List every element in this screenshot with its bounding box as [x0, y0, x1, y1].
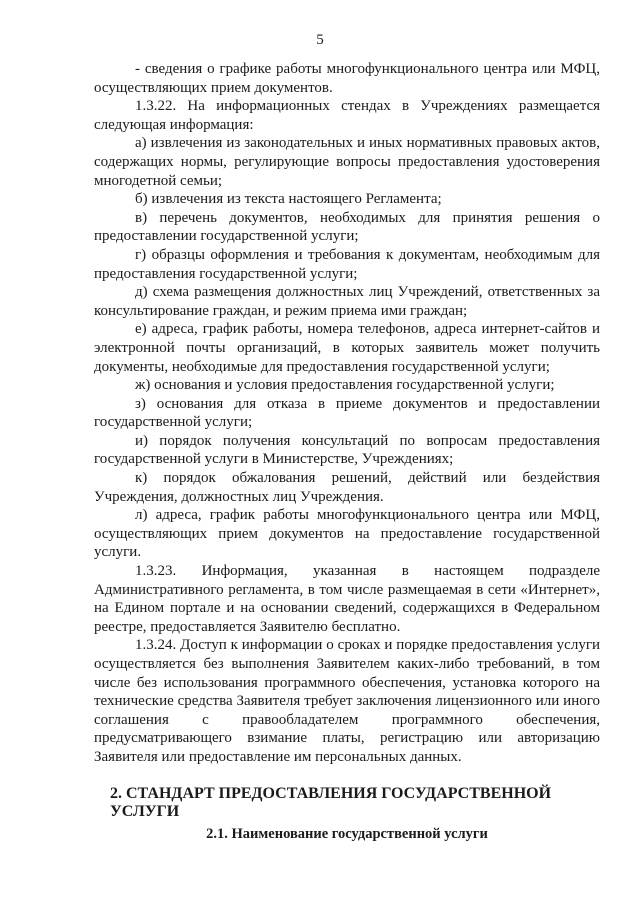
- list-item-k: к) порядок обжалования решений, действий или бездействия Учреждения, должностных лиц Учреждения.: [94, 470, 600, 505]
- list-item-zh: ж) основания и условия предоставления государственной услуги;: [135, 377, 555, 394]
- list-item-a: а) извлечения из законодательных и иных нормативных правовых актов, содержащих нормы, регулирующие вопросы предоставления удостоверения многодетной семьи;: [94, 135, 600, 189]
- section-heading: 2. СТАНДАРТ ПРЕДОСТАВЛЕНИЯ ГОСУДАРСТВЕННОЙ УСЛУГИ: [110, 785, 552, 820]
- list-item-g: г) образцы оформления и требования к документам, необходимым для предоставления государственной услуги;: [94, 246, 600, 282]
- list-item-z: з) основания для отказа в приеме документов и предоставлении государственной услуги;: [94, 395, 600, 431]
- list-item-e: е) адреса, график работы, номера телефонов, адреса интернет-сайтов и электронной почты организаций, в которых заявитель может получить документы, необходимые для предоставления государственной услуги;: [94, 321, 600, 375]
- paragraph-1-3-22: 1.3.22. На информационных стендах в Учреждениях размещается следующая информация:: [94, 98, 600, 133]
- paragraph-1-3-24: 1.3.24. Доступ к информации о сроках и порядке предоставления услуги осуществляется без выполнения Заявителем каких-либо требований, в том числе без использования программного обеспечения, установка которого на технические средства Заявителя требует заключения лицензионного или иного соглашения с правообладателем программного обеспечения, предусматривающего взимание платы, регистрацию или авторизацию Заявителя или предоставление им персональных данных.: [94, 637, 600, 765]
- list-item-l: л) адреса, график работы многофункционального центра или МФЦ, осуществляющих прием документов на предоставление государственной услуги.: [94, 507, 600, 561]
- paragraph-1-3-23: 1.3.23. Информация, указанная в настоящем подразделе Административного регламента, в том числе размещаемая в сети «Интернет», на Едином портале и на основании сведений, содержащихся в Федеральном реестре, предоставляется Заявителю бесплатно.: [94, 563, 600, 635]
- page-number: 5: [316, 32, 324, 48]
- subsection-heading: 2.1. Наименование государственной услуги: [206, 826, 488, 842]
- list-item-v: в) перечень документов, необходимых для принятия решения о предоставлении государственной услуги;: [94, 209, 600, 245]
- list-item-d: д) схема размещения должностных лиц Учреждений, ответственных за консультирование граждан, и режим приема ими граждан;: [94, 284, 600, 319]
- paragraph-schedule-info: - сведения о графике работы многофункционального центра или МФЦ, осуществляющих прием документов.: [94, 61, 600, 96]
- list-item-i: и) порядок получения консультаций по вопросам предоставления государственной услуги в Министерстве, Учреждениях;: [94, 432, 600, 468]
- list-item-b: б) извлечения из текста настоящего Регламента;: [135, 191, 442, 208]
- document-body: [94, 60, 600, 767]
